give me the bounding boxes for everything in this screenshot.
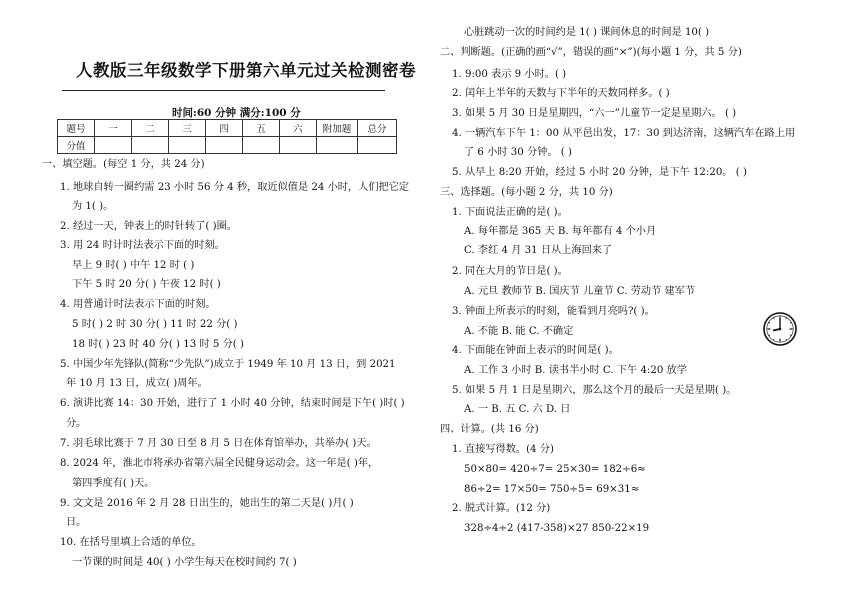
score-table bbox=[57, 119, 397, 154]
question-line: 1. 下面说法正确的是( )。 bbox=[452, 207, 568, 218]
question-line: 2. 同在大月的节日是( )。 bbox=[452, 266, 568, 277]
section-heading-choice: 三、选择题。(每小题 2 分，共 10 分) bbox=[440, 187, 613, 198]
question-line: 6. 演讲比赛 14：30 开始，进行了 1 小时 40 分钟，结束时间是下午( )时( ) bbox=[60, 398, 405, 409]
score-cell[interactable] bbox=[358, 137, 397, 154]
score-row-label: 分值 bbox=[58, 137, 95, 154]
score-cell[interactable] bbox=[280, 137, 317, 154]
section-heading-fill: 一、填空题。(每空 1 分，共 24 分) bbox=[42, 159, 205, 170]
question-line: 4. 一辆汽车下午 1：00 从平邑出发，17：30 到达济南，这辆汽车在路上用 bbox=[452, 128, 796, 139]
question-line: 2. 经过一天，钟表上的时针转了( )圈。 bbox=[60, 221, 237, 232]
score-header-cell: 四 bbox=[206, 120, 243, 137]
score-table-value-row bbox=[58, 137, 397, 154]
section-heading-calc: 四、计算。(共 16 分) bbox=[440, 424, 539, 435]
exam-meta: 时间:60 分钟 满分:100 分 bbox=[172, 107, 301, 119]
option-line: A. 工作 3 小时 B. 读书半小时 C. 下午 4:20 放学 bbox=[464, 365, 687, 376]
question-line: 3. 钟面上所表示的时刻，能看到月亮吗?( )。 bbox=[452, 306, 655, 317]
score-header-cell: 总分 bbox=[358, 120, 397, 137]
score-header-cell: 六 bbox=[280, 120, 317, 137]
question-line: 4. 用普通计时法表示下面的时刻。 bbox=[60, 299, 216, 310]
score-header-cell: 题号 bbox=[58, 120, 95, 137]
question-line: 5 时( ) 2 时 30 分( ) 11 时 22 分( ) bbox=[72, 319, 238, 330]
option-line: A. 一 B. 五 C. 六 D. 日 bbox=[464, 404, 571, 415]
question-line: 1. 9:00 表示 9 小时。( ) bbox=[452, 69, 567, 80]
score-header-cell: 二 bbox=[132, 120, 169, 137]
question-line: 2. 脱式计算。(12 分) bbox=[452, 503, 551, 514]
calc-line: 86÷2= 17×50= 750÷5= 69×31≈ bbox=[464, 484, 640, 495]
question-line: 为 1( )。 bbox=[72, 201, 114, 212]
section-heading-judge: 二、判断题。(正确的画“√”，错误的画“×”)(每小题 1 分，共 5 分) bbox=[440, 47, 742, 58]
score-cell[interactable] bbox=[132, 137, 169, 154]
question-line: 1. 直接写得数。(4 分) bbox=[452, 444, 554, 455]
score-cell[interactable] bbox=[95, 137, 132, 154]
question-line: 4. 下面能在钟面上表示的时间是( )。 bbox=[452, 345, 619, 356]
question-line: 5. 中国少年先锋队(简称“少先队”)成立于 1949 年 10 月 13 日，到 2021 bbox=[60, 359, 396, 370]
question-line: 了 6 小时 30 分钟。 ( ) bbox=[464, 147, 572, 158]
score-cell[interactable] bbox=[243, 137, 280, 154]
question-line: 下午 5 时 20 分( ) 午夜 12 时( ) bbox=[72, 279, 221, 290]
question-line: 18 时( ) 23 时 40 分( ) 13 时 5 分( ) bbox=[72, 339, 244, 350]
calc-line: 50×80= 420÷7= 25×30= 182÷6≈ bbox=[464, 464, 646, 475]
title-divider bbox=[62, 90, 385, 91]
question-line: 3. 如果 5 月 30 日是星期四，“六一”儿童节一定是星期六。 ( ) bbox=[452, 108, 737, 119]
option-line: A. 元旦 教师节 B. 国庆节 儿童节 C. 劳动节 建军节 bbox=[464, 286, 696, 297]
question-line: 年 10 月 13 日，成立( )周年。 bbox=[66, 378, 208, 389]
question-line: 7. 羽毛球比赛于 7 月 30 日至 8 月 5 日在体育馆举办，共举办( )天。 bbox=[60, 438, 377, 449]
question-line: 早上 9 时( ) 中午 12 时 ( ) bbox=[72, 260, 195, 271]
score-cell[interactable] bbox=[206, 137, 243, 154]
option-line: A. 不能 B. 能 C. 不确定 bbox=[464, 326, 574, 337]
score-cell[interactable] bbox=[317, 137, 358, 154]
question-line: 3. 用 24 时计时法表示下面的时刻。 bbox=[60, 240, 225, 251]
calc-line: 328÷4÷2 (417-358)×27 850-22×19 bbox=[464, 523, 650, 534]
question-line: 8. 2024 年，淮北市将承办省第六届全民健身运动会。这一年是( )年， bbox=[60, 458, 379, 469]
question-line: 一节课的时间是 40( ) 小学生每天在校时间约 7( ) bbox=[72, 557, 297, 568]
question-line: 5. 从早上 8:20 开始，经过 5 小时 20 分钟，是下午 12:20。 ( ) bbox=[452, 167, 747, 178]
question-line: 9. 文文是 2016 年 2 月 28 日出生的，她出生的第二天是( )月( ) bbox=[60, 498, 354, 509]
score-cell[interactable] bbox=[169, 137, 206, 154]
question-line: 第四季度有( )天。 bbox=[72, 478, 155, 489]
option-line: A. 每年都是 365 天 B. 每年都有 4 个小月 bbox=[464, 226, 657, 237]
question-line: 心脏跳动一次的时间约是 1( ) 课间休息的时间是 10( ) bbox=[464, 27, 710, 38]
question-line: 5. 如果 5 月 1 日是星期六，那么这个月的最后一天是星期( )。 bbox=[452, 385, 737, 396]
clock-icon bbox=[763, 312, 797, 346]
question-line: 日。 bbox=[66, 517, 87, 528]
option-line: C. 李红 4 月 31 日从上海回来了 bbox=[464, 245, 613, 256]
score-header-cell: 三 bbox=[169, 120, 206, 137]
question-line: 2. 闰年上半年的天数与下半年的天数同样多。( ) bbox=[452, 88, 670, 99]
score-header-cell: 一 bbox=[95, 120, 132, 137]
score-header-cell: 附加题 bbox=[317, 120, 358, 137]
question-line: 10. 在括号里填上合适的单位。 bbox=[60, 537, 202, 548]
page-title: 人教版三年级数学下册第六单元过关检测密卷 bbox=[76, 61, 416, 80]
score-header-cell: 五 bbox=[243, 120, 280, 137]
question-line: 1. 地球自转一圈约需 23 小时 56 分 4 秒，取近似值是 24 小时，人们把它定 bbox=[60, 182, 410, 193]
question-line: 分。 bbox=[66, 418, 87, 429]
score-table-header-row bbox=[58, 120, 397, 137]
